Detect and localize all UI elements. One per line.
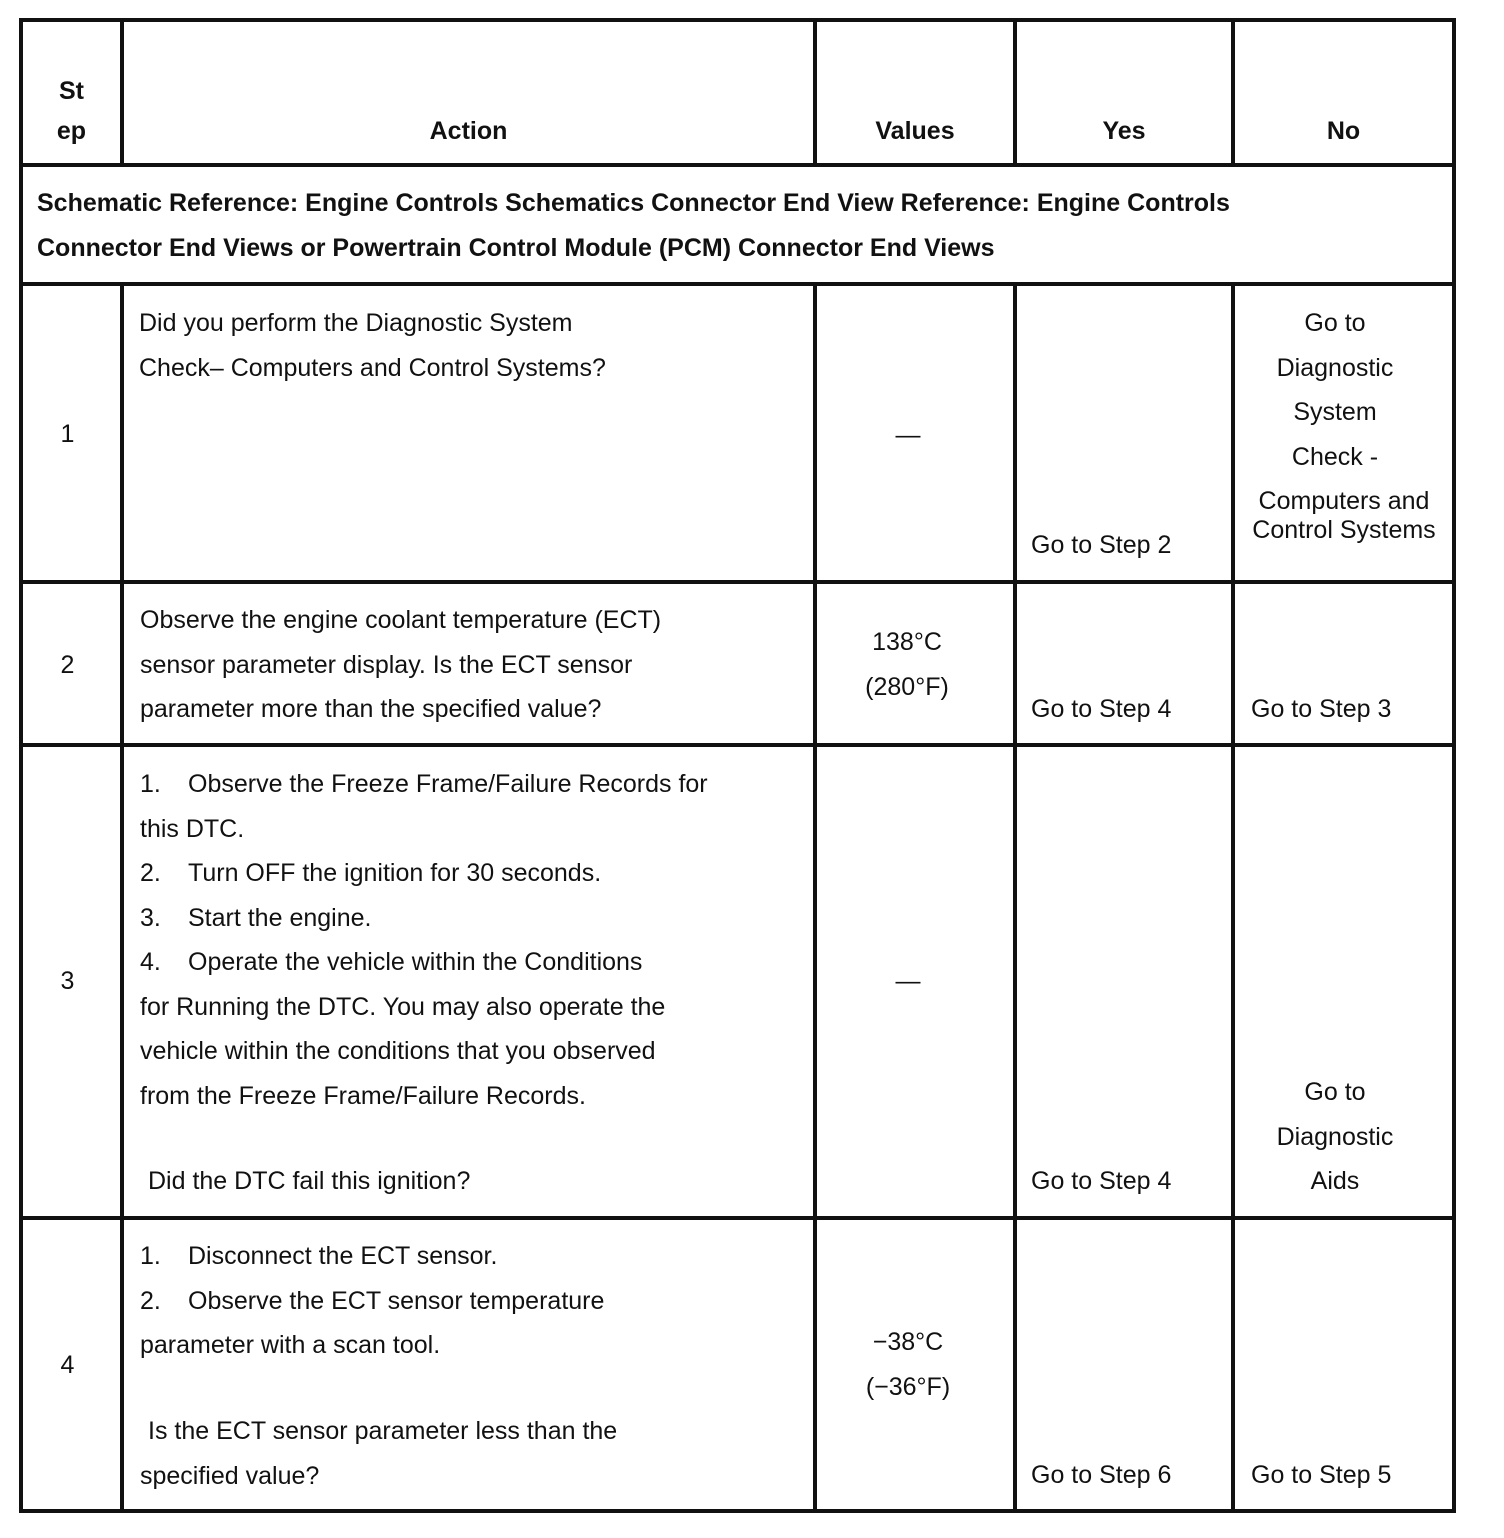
reference-line: Schematic Reference: Engine Controls Schematics Connector End View Reference: Engine Controls bbox=[37, 189, 1230, 217]
value-text bbox=[817, 620, 997, 709]
yes-action: Go to Step 6 bbox=[1031, 1461, 1172, 1489]
action-line: this DTC. bbox=[140, 814, 245, 843]
table-border-top bbox=[19, 18, 1456, 22]
list-number: 4. bbox=[140, 948, 161, 976]
step-number: 4 bbox=[60, 1351, 75, 1379]
action-line: Observe the engine coolant temperature (ECT) bbox=[140, 606, 662, 634]
list-text: Observe the ECT sensor temperature bbox=[188, 1286, 605, 1315]
row-divider bbox=[19, 580, 1456, 584]
action-line: Did you perform the Diagnostic System bbox=[139, 309, 573, 337]
action-line bbox=[140, 940, 708, 985]
action-line: vehicle within the conditions that you observed bbox=[140, 1037, 656, 1065]
yes-action: Go to Step 2 bbox=[1031, 531, 1172, 559]
table-border-left bbox=[19, 18, 23, 1513]
list-number: 3. bbox=[140, 903, 161, 932]
action-line: parameter more than the specified value? bbox=[140, 695, 602, 723]
no-action-line: System bbox=[1293, 398, 1377, 426]
action-line: Check– Computers and Control Systems? bbox=[139, 353, 606, 382]
action-line: sensor parameter display. Is the ECT sensor bbox=[140, 650, 633, 679]
header-action: Action bbox=[429, 117, 508, 145]
list-number: 2. bbox=[140, 1286, 161, 1315]
no-action bbox=[1235, 487, 1453, 545]
step-number: 2 bbox=[60, 651, 75, 679]
reference-line: Connector End Views or Powertrain Control Module (PCM) Connector End Views bbox=[37, 233, 995, 262]
table-border-bottom bbox=[19, 1509, 1456, 1513]
action-text bbox=[139, 301, 606, 390]
step-number: 3 bbox=[60, 967, 75, 995]
no-action-line: Diagnostic bbox=[1276, 353, 1394, 382]
yes-action: Go to Step 4 bbox=[1031, 695, 1172, 723]
action-line: from the Freeze Frame/Failure Records. bbox=[140, 1081, 586, 1110]
no-action-line: Diagnostic bbox=[1276, 1122, 1394, 1151]
action-list bbox=[140, 762, 708, 1118]
value-text: — bbox=[895, 967, 921, 995]
schematic-reference bbox=[37, 181, 1230, 270]
action-line bbox=[140, 1234, 604, 1279]
action-question bbox=[140, 1409, 617, 1498]
list-text: Start the engine. bbox=[188, 903, 372, 932]
no-action-line: Go to bbox=[1304, 309, 1366, 337]
row-divider bbox=[19, 743, 1456, 747]
row-divider bbox=[19, 163, 1456, 167]
column-divider-values bbox=[1013, 283, 1017, 1513]
no-action-line: Go to bbox=[1304, 1078, 1366, 1106]
action-line bbox=[140, 896, 708, 941]
action-line bbox=[140, 762, 708, 807]
no-action-line: Control Systems bbox=[1252, 516, 1436, 544]
action-line: for Running the DTC. You may also operate the bbox=[140, 992, 666, 1021]
list-text: Disconnect the ECT sensor. bbox=[188, 1242, 498, 1270]
header-step-line: St bbox=[59, 77, 84, 105]
no-action-line: Computers and bbox=[1258, 487, 1430, 515]
no-action-line: Aids bbox=[1310, 1167, 1360, 1195]
no-action bbox=[1235, 301, 1435, 479]
action-line bbox=[140, 1279, 604, 1324]
step-number: 1 bbox=[60, 420, 75, 448]
no-action bbox=[1235, 1070, 1435, 1204]
header-step-line: ep bbox=[56, 117, 87, 145]
value-text: — bbox=[895, 421, 921, 449]
diagnostic-table bbox=[19, 18, 1456, 1513]
action-list bbox=[140, 1234, 604, 1368]
no-action: Go to Step 3 bbox=[1251, 695, 1392, 723]
question-line: Is the ECT sensor parameter less than the bbox=[148, 1417, 618, 1445]
action-line bbox=[140, 851, 708, 896]
list-text: Operate the vehicle within the Conditions bbox=[188, 948, 643, 976]
value-line: 138°C bbox=[872, 628, 942, 656]
header-step bbox=[23, 71, 120, 151]
action-line: parameter with a scan tool. bbox=[140, 1331, 441, 1359]
question-line: specified value? bbox=[140, 1461, 320, 1490]
table-border-right bbox=[1452, 18, 1456, 1513]
no-action-line: Check - bbox=[1291, 442, 1379, 471]
action-text bbox=[140, 598, 661, 732]
action-question: Did the DTC fail this ignition? bbox=[148, 1167, 471, 1195]
list-number: 2. bbox=[140, 859, 161, 887]
yes-action: Go to Step 4 bbox=[1031, 1167, 1172, 1195]
list-number: 1. bbox=[140, 770, 161, 798]
value-line: −38°C bbox=[872, 1328, 944, 1356]
row-divider bbox=[19, 1216, 1456, 1220]
header-values: Values bbox=[875, 117, 955, 145]
list-text: Turn OFF the ignition for 30 seconds. bbox=[188, 859, 602, 887]
list-text: Observe the Freeze Frame/Failure Records for bbox=[188, 770, 708, 798]
column-divider-step bbox=[120, 283, 124, 1513]
value-line: (280°F) bbox=[865, 672, 949, 701]
row-divider bbox=[19, 282, 1456, 286]
no-action: Go to Step 5 bbox=[1251, 1461, 1392, 1489]
value-text bbox=[817, 1320, 999, 1409]
list-number: 1. bbox=[140, 1242, 161, 1270]
value-line: (−36°F) bbox=[865, 1372, 951, 1401]
header-yes: Yes bbox=[1102, 117, 1146, 145]
header-no: No bbox=[1326, 117, 1361, 145]
